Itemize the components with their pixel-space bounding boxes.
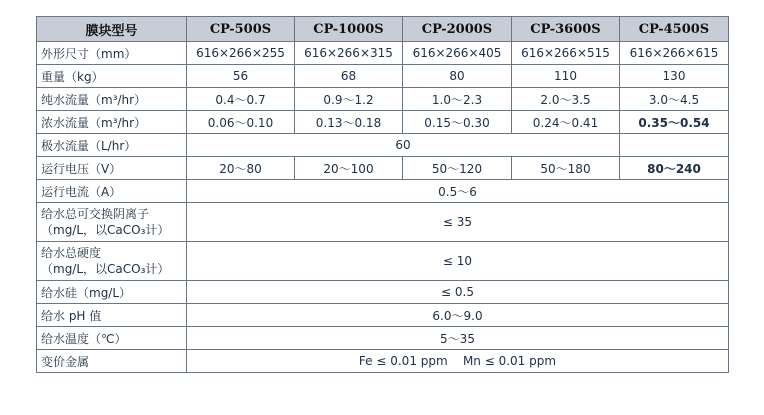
cell: 56 xyxy=(187,65,295,88)
row-label: 给水温度（℃） xyxy=(37,327,187,350)
cell: 20～80 xyxy=(187,157,295,180)
cell: ≤ 10 xyxy=(187,242,729,281)
cell: 2.0～3.5 xyxy=(512,88,620,111)
cell: 0.9～1.2 xyxy=(295,88,403,111)
row-label: 给水 pH 值 xyxy=(37,304,187,327)
cell: 0.15～0.30 xyxy=(403,111,512,134)
cell: 130 xyxy=(620,65,729,88)
table-row xyxy=(37,281,729,304)
row-label: 外形尺寸（mm） xyxy=(37,42,187,65)
cell: 616×266×615 xyxy=(620,42,729,65)
cell: 0.4～0.7 xyxy=(187,88,295,111)
cell: 50～180 xyxy=(512,157,620,180)
table-row xyxy=(37,134,729,157)
table-row xyxy=(37,65,729,88)
row-label: 运行电压（V） xyxy=(37,157,187,180)
row-label-line: 给水总硬度 xyxy=(41,246,102,260)
cell: 3.0～4.5 xyxy=(620,88,729,111)
cell: 20～100 xyxy=(295,157,403,180)
cell: Fe ≤ 0.01 ppm Mn ≤ 0.01 ppm xyxy=(187,350,729,373)
cell: 50～120 xyxy=(403,157,512,180)
row-label: 变价金属 xyxy=(37,350,187,373)
table-row xyxy=(37,242,729,281)
row-label: 极水流量（L/hr） xyxy=(37,134,187,157)
cell: 1.0～2.3 xyxy=(403,88,512,111)
header-cp3600s: CP-3600S xyxy=(512,17,620,42)
row-label-line: （mg/L，以CaCO₃计） xyxy=(41,262,170,276)
cell: 616×266×255 xyxy=(187,42,295,65)
cell: 6.0～9.0 xyxy=(187,304,729,327)
cell: 0.5～6 xyxy=(187,180,729,203)
table-row xyxy=(37,42,729,65)
cell: 5～35 xyxy=(187,327,729,350)
header-cp1000s: CP-1000S xyxy=(295,17,403,42)
row-label: 给水硅（mg/L） xyxy=(37,281,187,304)
header-cp2000s: CP-2000S xyxy=(403,17,512,42)
header-row xyxy=(37,17,729,42)
table-row xyxy=(37,304,729,327)
cell: 80 xyxy=(403,65,512,88)
table-row xyxy=(37,350,729,373)
cell: 616×266×405 xyxy=(403,42,512,65)
row-label: 纯水流量（m³/hr） xyxy=(37,88,187,111)
cell: ≤ 35 xyxy=(187,203,729,242)
cell: 110 xyxy=(512,65,620,88)
cell: 60 xyxy=(187,134,620,157)
row-label: 重量（kg） xyxy=(37,65,187,88)
cell: 0.24～0.41 xyxy=(512,111,620,134)
cell: 80～240 xyxy=(620,157,729,180)
header-model: 膜块型号 xyxy=(37,17,187,42)
table-row xyxy=(37,111,729,134)
cell-empty xyxy=(620,134,729,157)
cell: 0.35～0.54 xyxy=(620,111,729,134)
table-row xyxy=(37,180,729,203)
cell: 616×266×515 xyxy=(512,42,620,65)
table-row xyxy=(37,157,729,180)
table-row xyxy=(37,203,729,242)
row-label: 浓水流量（m³/hr） xyxy=(37,111,187,134)
header-cp4500s: CP-4500S xyxy=(620,17,729,42)
row-label-line: 给水总可交换阴离子 xyxy=(41,207,150,221)
header-cp500s: CP-500S xyxy=(187,17,295,42)
cell: 616×266×315 xyxy=(295,42,403,65)
table-row xyxy=(37,88,729,111)
cell: 68 xyxy=(295,65,403,88)
row-label-line: （mg/L，以CaCO₃计） xyxy=(41,223,170,237)
row-label xyxy=(37,203,187,242)
table-row xyxy=(37,327,729,350)
row-label xyxy=(37,242,187,281)
row-label: 运行电流（A） xyxy=(37,180,187,203)
cell: 0.13～0.18 xyxy=(295,111,403,134)
cell: ≤ 0.5 xyxy=(187,281,729,304)
spec-table xyxy=(36,16,729,373)
cell: 0.06～0.10 xyxy=(187,111,295,134)
